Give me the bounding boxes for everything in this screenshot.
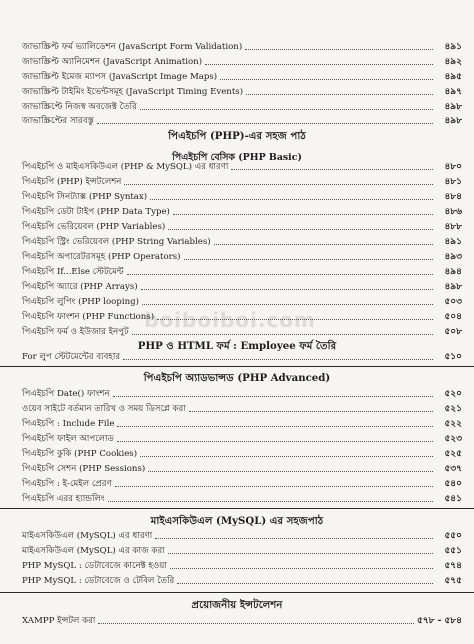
section-heading: প্রয়োজনীয় ইন্সটলেশন bbox=[191, 599, 283, 611]
section-divider bbox=[0, 592, 474, 593]
leader-dots bbox=[214, 244, 433, 245]
leader-dots bbox=[173, 214, 433, 215]
toc-entry bbox=[22, 235, 462, 248]
entry-page: ৪৯১ bbox=[444, 237, 462, 247]
entry-title: জাভাস্ক্রিপ্ট টাইমিং ইভেন্টসমূহ (JavaScript Timing Events) bbox=[22, 87, 244, 97]
toc-entry bbox=[22, 559, 462, 572]
toc-entry bbox=[22, 295, 462, 308]
leader-dots bbox=[115, 486, 433, 487]
entry-title: PHP MySQL : ডেটাবেজে ও টেবিল তৈরি bbox=[22, 576, 175, 586]
toc-entry bbox=[22, 529, 462, 542]
entry-title: পিএইচপি সিনট্যাক্স (PHP Syntax) bbox=[22, 192, 148, 202]
entry-page: ৫৭৮ - ৫৮৪ bbox=[416, 616, 462, 626]
entry-page: ৫৪১ bbox=[444, 494, 462, 504]
leader-dots bbox=[155, 538, 433, 539]
entry-page: ৫২১ bbox=[444, 404, 462, 414]
entry-page: ৪৯৮ bbox=[444, 282, 462, 292]
entry-title: জাভাস্ক্রিপ্টের সারবস্তু bbox=[22, 116, 94, 126]
leader-dots bbox=[168, 553, 433, 554]
leader-dots bbox=[117, 426, 433, 427]
toc-entry bbox=[22, 55, 462, 68]
leader-dots bbox=[117, 441, 433, 442]
toc-entry bbox=[22, 70, 462, 83]
entry-title: PHP MySQL : ডেটাবেজে কানেক্ট হওয়া bbox=[22, 561, 167, 571]
entry-page: ৫৫১ bbox=[444, 546, 462, 556]
entry-page: ৪৯৫ bbox=[444, 72, 462, 82]
section-subheading: পিএইচপি বেসিক (PHP Basic) bbox=[172, 152, 302, 163]
entry-page: ৪৮৬ bbox=[444, 207, 462, 217]
leader-dots bbox=[108, 501, 433, 502]
entry-page: ৪৯৪ bbox=[444, 267, 462, 277]
section-heading: মাইএসকিউএল (MySQL) এর সহজপাঠ bbox=[150, 515, 324, 527]
entry-title: পিএইচপি লুপিং (PHP looping) bbox=[22, 297, 139, 307]
entry-title: পিএইচপি ভেরিয়েবল (PHP Variables) bbox=[22, 222, 166, 232]
section-heading: পিএইচপি (PHP)-এর সহজ পাঠ bbox=[168, 130, 306, 142]
entry-page: ৫০৩ bbox=[444, 297, 462, 307]
entry-page: ৪৯৮ bbox=[444, 102, 462, 112]
toc-entry bbox=[22, 85, 462, 98]
entry-page: ৪৮৮ bbox=[444, 222, 462, 232]
leader-dots bbox=[123, 359, 433, 360]
leader-dots bbox=[246, 94, 433, 95]
toc-entry bbox=[22, 160, 462, 173]
leader-dots bbox=[127, 274, 433, 275]
leader-dots bbox=[140, 109, 433, 110]
toc-entry bbox=[22, 40, 462, 53]
entry-title: জাভাস্ক্রিপ্ট ফর্ম ভ্যালিডেশন (JavaScript Form Validation) bbox=[22, 42, 243, 52]
entry-title: জাভাস্ক্রিপ্টে নিজস্ব অবজেক্ট তৈরি bbox=[22, 102, 137, 112]
toc-entry bbox=[22, 477, 462, 490]
toc-entry bbox=[22, 574, 462, 587]
leader-dots bbox=[98, 623, 414, 624]
toc-entry bbox=[22, 417, 462, 430]
entry-title: জাভাস্ক্রিপ্ট ইমেজ ম্যাপস (JavaScript Image Maps) bbox=[22, 72, 218, 82]
toc-entry bbox=[22, 614, 462, 627]
leader-dots bbox=[113, 396, 433, 397]
toc-entry bbox=[22, 175, 462, 188]
entry-title: পিএইচপি ডেটা টাইপ (PHP Data Type) bbox=[22, 207, 170, 217]
leader-dots bbox=[170, 568, 433, 569]
entry-title: পিএইচপি : ই-মেইল প্রেরণ bbox=[22, 479, 112, 489]
toc-entry bbox=[22, 447, 462, 460]
toc-entry bbox=[22, 190, 462, 203]
leader-dots bbox=[150, 199, 433, 200]
entry-page: ৫২২ bbox=[444, 419, 462, 429]
entry-title: পিএইচপি : Include File bbox=[22, 419, 115, 429]
leader-dots bbox=[142, 304, 433, 305]
toc-entry bbox=[22, 100, 462, 113]
toc-entry bbox=[22, 387, 462, 400]
entry-title: পিএইচপি ফাংশন (PHP Functions) bbox=[22, 312, 155, 322]
section-heading: PHP ও HTML ফর্ম : Employee ফর্ম তৈরি bbox=[137, 340, 337, 352]
entry-title: পিএইচপি সেশন (PHP Sessions) bbox=[22, 464, 146, 474]
toc-entry bbox=[22, 432, 462, 445]
leader-dots bbox=[168, 229, 433, 230]
entry-page: ৫০৪ bbox=[444, 312, 462, 322]
entry-title: পিএইচপি স্ট্রিং ভেরিয়েবল (PHP String Variables) bbox=[22, 237, 211, 247]
entry-page: ৪৯৭ bbox=[444, 87, 462, 97]
entry-page: ৪৯৮ bbox=[444, 116, 462, 126]
entry-page: ৫০৮ bbox=[444, 327, 462, 337]
leader-dots bbox=[141, 289, 433, 290]
entry-page: ৫৪০ bbox=[444, 479, 462, 489]
entry-title: পিএইচপি কুকি (PHP Cookies) bbox=[22, 449, 138, 459]
entry-title: জাভাস্ক্রিপ্ট অ্যানিমেশন (JavaScript Animation) bbox=[22, 57, 203, 67]
entry-page: ৫২৫ bbox=[444, 449, 462, 459]
leader-dots bbox=[177, 583, 433, 584]
entry-title: পিএইচপি (PHP) ইন্সটলেশন bbox=[22, 177, 122, 187]
toc-entry bbox=[22, 310, 462, 323]
entry-title: পিএইচপি ফাইল আপলোড bbox=[22, 434, 114, 444]
entry-page: ৫৭৫ bbox=[444, 576, 462, 586]
entry-page: ৫২৩ bbox=[444, 434, 462, 444]
entry-page: ৪৮১ bbox=[444, 177, 462, 187]
watermark: boiboiboi.com bbox=[144, 308, 316, 332]
leader-dots bbox=[205, 64, 433, 65]
entry-title: পিএইচপি অপারেটরসমূহ (PHP Operators) bbox=[22, 252, 181, 262]
entry-title: XAMPP ইন্সটল করা bbox=[22, 616, 96, 626]
toc-entry bbox=[22, 350, 462, 363]
toc-entry bbox=[22, 492, 462, 505]
entry-title: মাইএসকিউএল (MySQL) এর ধারণা bbox=[22, 531, 153, 541]
section-divider bbox=[0, 508, 474, 509]
entry-page: ৫১০ bbox=[444, 352, 462, 362]
leader-dots bbox=[189, 411, 433, 412]
entry-page: ৪৯২ bbox=[444, 57, 462, 67]
leader-dots bbox=[184, 259, 433, 260]
leader-dots bbox=[231, 169, 433, 170]
toc-entry bbox=[22, 544, 462, 557]
entry-title: For লুপ স্টেটমেন্টের ব্যবহার bbox=[22, 352, 121, 362]
entry-page: ৪৯১ bbox=[444, 42, 462, 52]
toc-entry bbox=[22, 205, 462, 218]
entry-page: ৪৮০ bbox=[444, 162, 462, 172]
leader-dots bbox=[157, 319, 433, 320]
toc-entry bbox=[22, 220, 462, 233]
entry-page: ৫৩৭ bbox=[444, 464, 462, 474]
leader-dots bbox=[124, 184, 433, 185]
leader-dots bbox=[245, 49, 433, 50]
entry-title: পিএইচপি অ্যারে (PHP Arrays) bbox=[22, 282, 138, 292]
leader-dots bbox=[148, 471, 433, 472]
entry-title: পিএইচপি If...Else স্টেটমেন্ট bbox=[22, 267, 124, 277]
entry-title: পিএইচপি এরর হ্যান্ডলিং bbox=[22, 494, 105, 504]
entry-title: পিএইচপি ফর্ম ও ইউজার ইনপুট bbox=[22, 327, 129, 337]
toc-entry bbox=[22, 280, 462, 293]
entry-title: ওয়েব সাইটে বর্তমান তারিখ ও সময় ডিসপ্লে করা bbox=[22, 404, 186, 414]
leader-dots bbox=[97, 123, 433, 124]
leader-dots bbox=[140, 456, 433, 457]
toc-entry bbox=[22, 462, 462, 475]
entry-title: মাইএসকিউএল (MySQL) এর কাজ করা bbox=[22, 546, 165, 556]
section-divider bbox=[0, 366, 474, 367]
toc-entry bbox=[22, 402, 462, 415]
toc-entry bbox=[22, 325, 462, 338]
leader-dots bbox=[220, 79, 433, 80]
entry-title: পিএইচপি Date() ফাংশন bbox=[22, 389, 110, 399]
entry-page: ৫২০ bbox=[444, 389, 462, 399]
section-heading: পিএইচপি অ্যাডভান্সড (PHP Advanced) bbox=[143, 372, 331, 384]
toc-entry bbox=[22, 265, 462, 278]
entry-title: পিএইচপি ও মাইএসকিউএল (PHP & MySQL) এর ধারণা bbox=[22, 162, 229, 172]
toc-entry bbox=[22, 250, 462, 263]
entry-page: ৫৭৪ bbox=[444, 561, 462, 571]
toc-entry bbox=[22, 114, 462, 127]
entry-page: ৪৯৩ bbox=[444, 252, 462, 262]
entry-page: ৪৮৪ bbox=[444, 192, 462, 202]
entry-page: ৫৫০ bbox=[444, 531, 462, 541]
leader-dots bbox=[132, 334, 433, 335]
